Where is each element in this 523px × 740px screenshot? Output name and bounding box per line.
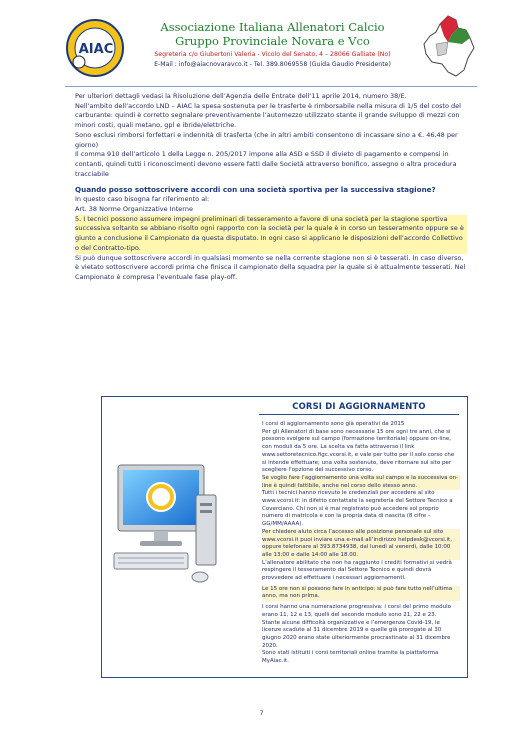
association-title: Associazione Italiana Allenatori Calcio	[160, 20, 385, 34]
article-text: 5. I tecnici possono assumere impegni preliminari di tesseramento a favore di una società per la stagione sportiva successiva soltanto se abbiano risolto ogni rapporto con la società per la quale è in corso un tesseramento oppure se è giunto a conclusione il Campionato da questa disputato. In ogni caso si applicano le disposizioni dell’accordo Collettivo o del Contratto-tipo.	[75, 215, 467, 254]
page-number: 7	[259, 710, 264, 717]
box-text	[262, 421, 460, 666]
paragraph: Nell’ambito dell’accordo LND – AIAC la spesa sostenuta per le trasferte è rimborsabile nella misura di 1/5 del costo del carburante: quindi è corretto segnalare preventivamente l’automezzo utilizzato stante il grande sviluppo di mezzi con minori costi, quali metano, gpl e ibride/elettriche.	[75, 101, 461, 130]
box-title-underline	[259, 414, 459, 415]
box-paragraph: I corsi di aggiornamento sono già operativi da 2015	[262, 421, 405, 427]
group-subtitle: Gruppo Provinciale Novara e Vco	[175, 34, 370, 48]
paragraph: Si può dunque sottoscrivere accordi in qualsiasi momento se nella corrente stagione non si è tesserati. In caso diverso, è vietato sottoscrivere accordi prima che finisca il campionato della squadra per la quale si è attualmente tesserati. Nel Campionato è compresa l’eventuale fase play-off.	[75, 253, 466, 281]
main-text	[75, 92, 467, 283]
secretariat-address: Segreteria c/o Giubertoni Valeria - Vicolo del Senato, 4 – 28066 Galliate (No)	[154, 51, 391, 58]
box-paragraph: Per gli Allenatori di base sono necessarie 15 ore ogni tre anni, che si possono svolgere sul campo (formazione territoriale) oppure on-line, con moduli da 5 ore. La scelta va fatta attraverso il link www.settoretecnico.figc.vcorsi.it, e vale per tutto per il solo corso che si intende effettuare; una volta sostenuto, deve ritornare sul sito per scegliere l’opzione del successivo corso.	[262, 428, 455, 474]
paragraph: In questo caso bisogna far riferimento al:	[75, 195, 210, 204]
computer-illustration-icon	[110, 455, 220, 605]
box-paragraph: Stante alcune difficoltà organizzative e l’emergenza Covid-19, le licenze scadute al 31 dicembre 2019 e quelle già prorogate al 30 giugno 2020 erano state ulteriormente procrastinate al 31 dicembre 2020.	[262, 619, 451, 649]
contact-line: E-Mail : info@aiacnovaravco.it - Tel. 389.8069558 (Guida Gaudio Presidente)	[154, 61, 391, 68]
letterhead	[130, 20, 415, 69]
box-paragraph: L’allenatore abilitato che non ha raggiunto i crediti formativi si vedrà respingere il tesseramento dal Settore Tecnico e quindi dovrà provvedere ad effettuare i necessari aggiornamenti.	[262, 559, 452, 582]
section-question: Quando posso sottoscrivere accordi con una società sportiva per la successiva stagione?	[75, 185, 436, 195]
box-paragraph: Sono stati istituiti i corsi territoriali online tramite la piattaforma MyAiac.it.	[262, 650, 439, 665]
box-paragraph: Le 15 ore non si possono fare in anticipo: si può fare tutto nell’ultima anno, ma non prima.	[262, 586, 460, 601]
box-title: CORSI DI AGGIORNAMENTO	[292, 401, 426, 411]
logo-text: AIAC	[78, 42, 114, 57]
box-paragraph: Tutti i tecnici hanno ricevuto le credenziali per accedere al sito www.vcorsi.it: in difetto contattate la segreteria del Settore Tecnico a Coverciano. Chi non si è mai registrato può accedere sol proprio numero di matricola e con la propria data di nascita (8 cifre – GG/MM/AAAA).	[262, 490, 453, 528]
box-paragraph: I corsi hanno una numerazione progressiva: i corsi del primo modulo erano 11, 12 e 13, quelli del secondo modulo sono 21, 22 e 23.	[262, 604, 451, 618]
header-divider	[65, 86, 477, 87]
box-paragraph: Per chiedere aiuto circa l’accesso alle posizione personale sul sito www.vcorsi.it puoi inviare una e-mail all’indirizzo helpdesk@vcorsi.it, oppure telefonare al 393.8734938, dal lunedì al venerdì, dalle 10:00 alle 13:00 e dalle 14:00 alle 18.00.	[262, 529, 460, 560]
box-paragraph: Se voglio fare l’aggiornamento una volta sul campo e la successiva on-line è quindi fattibile, anche nel corso dello stesso anno.	[262, 474, 459, 489]
paragraph: Il comma 910 dell’articolo 1 della Legge n. 205/2017 impone alla ASD e SSD il divieto di pagamento e compensi in contanti, quindi tutti i riconoscimenti devono essere fatti dalle Società attraverso bonifico, assegno o altra procedura tracciabile	[75, 150, 457, 178]
courses-info-box	[101, 396, 468, 678]
paragraph: Sono esclusi rimborsi forfettari e indennità di trasferta (che in altri ambiti consentono di incassare sino a €. 46,48 per giorno)	[75, 130, 458, 149]
article-reference: Art. 38 Norme Organizzative Interne	[75, 205, 193, 214]
province-map-icon	[418, 14, 478, 80]
aiac-logo	[65, 18, 125, 78]
paragraph: Per ulteriori dettagli vedasi la Risoluzione dell’Agenzia delle Entrate dell’11 aprile 2014, numero 38/E.	[75, 92, 407, 100]
